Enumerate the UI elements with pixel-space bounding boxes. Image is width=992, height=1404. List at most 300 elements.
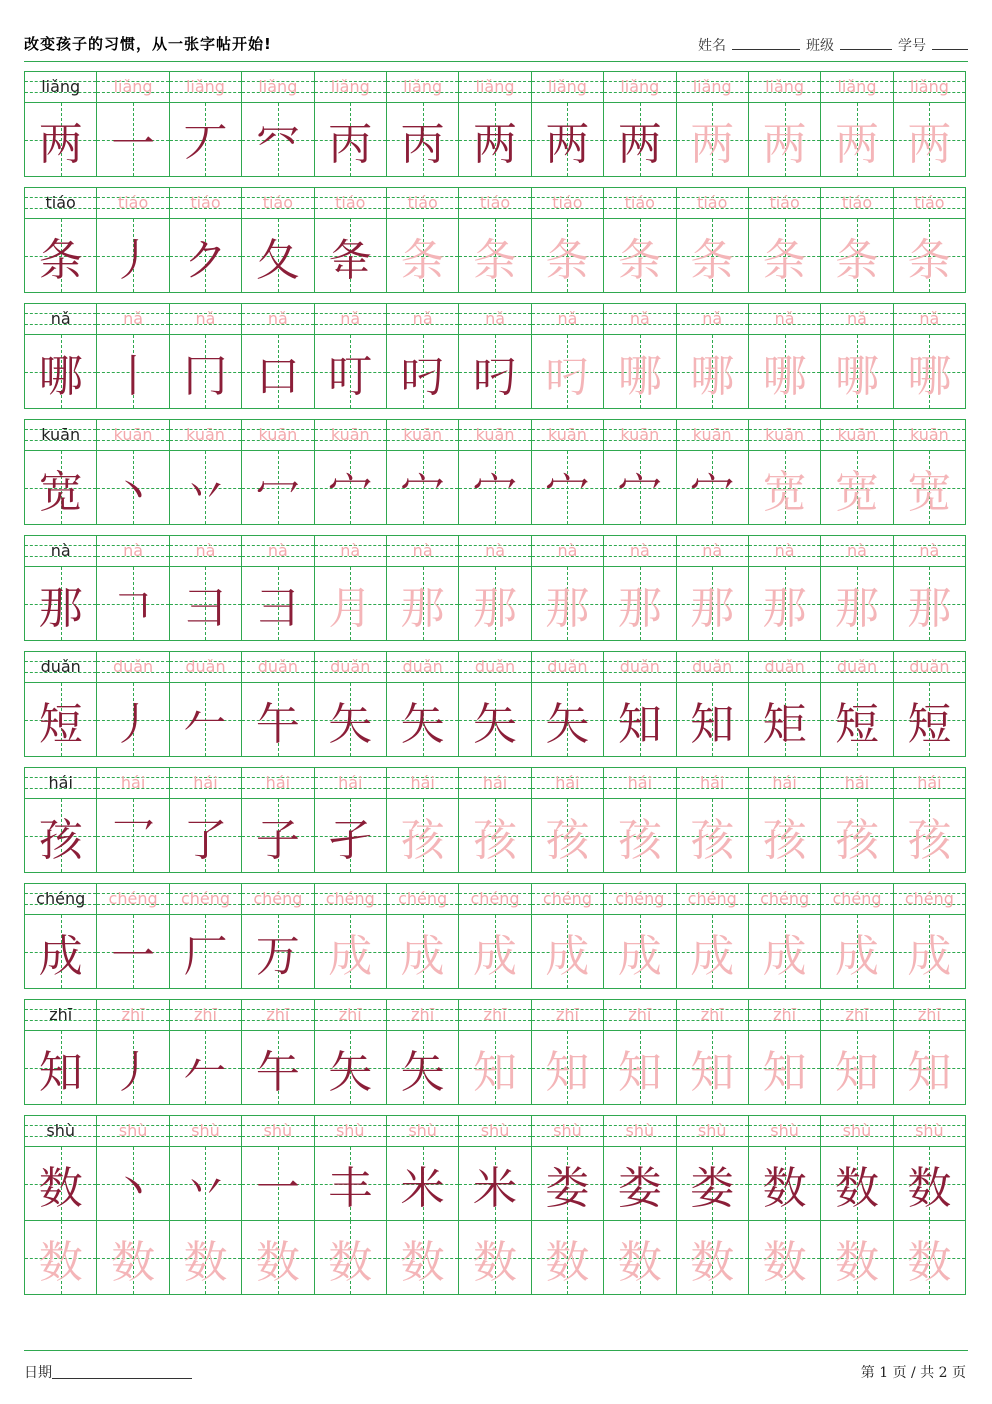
pinyin-trace: chéng (748, 884, 820, 914)
pinyin-trace: nà (169, 536, 241, 566)
pinyin-trace: zhī (531, 1000, 603, 1030)
stroke-cell: 孩 (603, 799, 675, 872)
pinyin-label: tiáo (25, 188, 96, 218)
pinyin-trace: nǎ (748, 304, 820, 334)
trace-cell: 数 (676, 1221, 748, 1294)
pinyin-trace: zhī (96, 1000, 168, 1030)
pinyin-trace: nà (458, 536, 530, 566)
pinyin-trace: chéng (169, 884, 241, 914)
class-field[interactable] (840, 35, 892, 50)
pinyin-label: chéng (25, 884, 96, 914)
pinyin-trace: kuān (241, 420, 313, 450)
model-character: 条 (25, 219, 96, 292)
pinyin-trace: kuān (458, 420, 530, 450)
stroke-cell: 成 (820, 915, 892, 988)
pinyin-trace: tiáo (386, 188, 458, 218)
trace-cell: 数 (25, 1221, 96, 1294)
character-row (25, 567, 965, 640)
pinyin-trace: kuān (169, 420, 241, 450)
pinyin-trace: shù (531, 1116, 603, 1146)
stroke-cell: 一 (96, 103, 168, 176)
stroke-cell: 丰 (314, 1147, 386, 1220)
stroke-cell: 丆 (169, 103, 241, 176)
character-block (24, 1115, 966, 1295)
pinyin-trace: kuān (386, 420, 458, 450)
stroke-cell: 成 (531, 915, 603, 988)
pinyin-trace: tiáo (893, 188, 965, 218)
character-block (24, 535, 966, 641)
pinyin-trace: liǎng (603, 72, 675, 102)
pinyin-trace: liǎng (458, 72, 530, 102)
pinyin-trace: chéng (458, 884, 530, 914)
stroke-cell: 条 (603, 219, 675, 292)
pinyin-label: hái (25, 768, 96, 798)
stroke-cell: 成 (748, 915, 820, 988)
stroke-cell: 短 (820, 683, 892, 756)
name-label: 姓名 (698, 38, 726, 54)
pinyin-trace: zhī (820, 1000, 892, 1030)
stroke-cell: 知 (531, 1031, 603, 1104)
pinyin-trace: tiáo (458, 188, 530, 218)
stroke-cell: 数 (748, 1147, 820, 1220)
pinyin-trace: nà (676, 536, 748, 566)
stroke-cell: 那 (531, 567, 603, 640)
stroke-cell: 那 (603, 567, 675, 640)
stroke-cell: 娄 (676, 1147, 748, 1220)
pinyin-row (25, 1116, 965, 1147)
pinyin-trace: tiáo (820, 188, 892, 218)
pinyin-trace: liǎng (820, 72, 892, 102)
stroke-cell: 孩 (893, 799, 965, 872)
pinyin-label: shù (25, 1116, 96, 1146)
pinyin-label: duǎn (25, 652, 96, 682)
stroke-cell: 条 (748, 219, 820, 292)
pinyin-label: zhī (25, 1000, 96, 1030)
stroke-cell: 孑 (314, 799, 386, 872)
stroke-cell: 两 (820, 103, 892, 176)
stroke-cell: 知 (603, 1031, 675, 1104)
name-field[interactable] (732, 35, 800, 50)
pinyin-trace: shù (96, 1116, 168, 1146)
stroke-cell: 午 (241, 683, 313, 756)
stroke-cell: 矩 (748, 683, 820, 756)
pinyin-trace: kuān (531, 420, 603, 450)
trace-cell: 数 (820, 1221, 892, 1294)
stroke-cell: 短 (893, 683, 965, 756)
pinyin-trace: liǎng (893, 72, 965, 102)
stroke-cell: 孩 (458, 799, 530, 872)
pinyin-row (25, 768, 965, 799)
character-row (25, 799, 965, 872)
header-rule (24, 61, 968, 62)
stroke-cell: 哪 (676, 335, 748, 408)
pinyin-trace: tiáo (241, 188, 313, 218)
pinyin-trace: duǎn (314, 652, 386, 682)
stroke-cell: 丶 (96, 1147, 168, 1220)
pinyin-trace: nà (893, 536, 965, 566)
stroke-cell: 孩 (386, 799, 458, 872)
pinyin-trace: shù (241, 1116, 313, 1146)
character-row (25, 915, 965, 988)
stroke-cell: 哪 (893, 335, 965, 408)
pinyin-trace: nǎ (96, 304, 168, 334)
stroke-cell: 丿 (96, 683, 168, 756)
pinyin-trace: nǎ (458, 304, 530, 334)
pinyin-label: kuān (25, 420, 96, 450)
pinyin-trace: duǎn (96, 652, 168, 682)
pinyin-trace: hái (531, 768, 603, 798)
pinyin-trace: duǎn (241, 652, 313, 682)
character-row (25, 451, 965, 524)
pinyin-trace: nà (96, 536, 168, 566)
stroke-cell: 子 (241, 799, 313, 872)
stroke-cell: 那 (748, 567, 820, 640)
stroke-cell: 一 (96, 915, 168, 988)
stroke-cell: 矢 (314, 683, 386, 756)
footer-rule (24, 1350, 968, 1351)
stroke-cell: 㓁 (241, 103, 313, 176)
pinyin-trace: chéng (820, 884, 892, 914)
stroke-cell: 矢 (386, 1031, 458, 1104)
stroke-cell: 条 (531, 219, 603, 292)
pinyin-trace: nà (603, 536, 675, 566)
stroke-cell: 条 (458, 219, 530, 292)
pinyin-trace: kuān (314, 420, 386, 450)
pinyin-trace: shù (169, 1116, 241, 1146)
pinyin-trace: tiáo (676, 188, 748, 218)
stroke-cell: 知 (676, 1031, 748, 1104)
pinyin-trace: liǎng (96, 72, 168, 102)
pinyin-trace: duǎn (676, 652, 748, 682)
pinyin-trace: liǎng (241, 72, 313, 102)
stroke-cell: 宀 (603, 451, 675, 524)
stroke-cell: 两 (748, 103, 820, 176)
date-label: 日期 (24, 1365, 52, 1381)
stroke-cell: 宀 (458, 451, 530, 524)
model-character: 两 (25, 103, 96, 176)
pinyin-trace: duǎn (458, 652, 530, 682)
stroke-cell: 知 (820, 1031, 892, 1104)
pinyin-trace: hái (386, 768, 458, 798)
pinyin-trace: shù (314, 1116, 386, 1146)
trace-cell: 数 (241, 1221, 313, 1294)
pinyin-trace: hái (96, 768, 168, 798)
stroke-cell: 矢 (458, 683, 530, 756)
stroke-cell: 丙 (386, 103, 458, 176)
pinyin-trace: liǎng (169, 72, 241, 102)
stroke-cell: 知 (458, 1031, 530, 1104)
stroke-cell: 哪 (748, 335, 820, 408)
pinyin-trace: zhī (314, 1000, 386, 1030)
pinyin-trace: nà (748, 536, 820, 566)
pinyin-trace: nǎ (531, 304, 603, 334)
pinyin-trace: tiáo (603, 188, 675, 218)
pinyin-trace: hái (748, 768, 820, 798)
stroke-cell: 宽 (893, 451, 965, 524)
model-character: 数 (25, 1147, 96, 1220)
stroke-cell: 哪 (603, 335, 675, 408)
pinyin-trace: zhī (241, 1000, 313, 1030)
pinyin-trace: shù (386, 1116, 458, 1146)
pinyin-trace: duǎn (748, 652, 820, 682)
stroke-cell: 条 (386, 219, 458, 292)
pinyin-trace: duǎn (603, 652, 675, 682)
stroke-cell: 米 (386, 1147, 458, 1220)
pinyin-trace: kuān (893, 420, 965, 450)
stroke-cell: 口 (241, 335, 313, 408)
model-character: 知 (25, 1031, 96, 1104)
stroke-cell: 𠃍 (96, 567, 168, 640)
trace-cell: 数 (893, 1221, 965, 1294)
pinyin-trace: zhī (458, 1000, 530, 1030)
model-character: 哪 (25, 335, 96, 408)
stroke-cell: 了 (169, 799, 241, 872)
stroke-cell: 夂 (241, 219, 313, 292)
pinyin-trace: kuān (748, 420, 820, 450)
header-slogan: 改变孩子的习惯，从一张字帖开始! (24, 35, 272, 53)
pinyin-trace: nǎ (893, 304, 965, 334)
pinyin-trace: shù (820, 1116, 892, 1146)
pinyin-trace: nǎ (386, 304, 458, 334)
pinyin-trace: nà (314, 536, 386, 566)
trace-cell: 数 (531, 1221, 603, 1294)
stroke-cell: 成 (603, 915, 675, 988)
pinyin-trace: chéng (386, 884, 458, 914)
character-block (24, 419, 966, 525)
character-row (25, 683, 965, 756)
stroke-cell: 矢 (386, 683, 458, 756)
pinyin-trace: nà (241, 536, 313, 566)
stroke-cell: 两 (531, 103, 603, 176)
page-indicator: 第 1 页 / 共 2 页 (860, 1365, 966, 1381)
character-row (25, 103, 965, 176)
stroke-cell: 两 (603, 103, 675, 176)
stroke-cell: 孩 (748, 799, 820, 872)
stroke-cell: 成 (893, 915, 965, 988)
pinyin-row (25, 1000, 965, 1031)
stroke-cell: 数 (893, 1147, 965, 1220)
pinyin-trace: hái (603, 768, 675, 798)
pinyin-trace: zhī (893, 1000, 965, 1030)
trace-cell: 数 (96, 1221, 168, 1294)
stroke-cell: 数 (820, 1147, 892, 1220)
stroke-cell: 宽 (820, 451, 892, 524)
stroke-cell: 月 (314, 567, 386, 640)
pinyin-trace: nǎ (676, 304, 748, 334)
stroke-cell: 夅 (314, 219, 386, 292)
stroke-cell: 矢 (314, 1031, 386, 1104)
pinyin-trace: zhī (386, 1000, 458, 1030)
pinyin-label: liǎng (25, 72, 96, 102)
pinyin-trace: hái (820, 768, 892, 798)
pinyin-trace: hái (676, 768, 748, 798)
character-row (25, 1031, 965, 1104)
pinyin-trace: duǎn (820, 652, 892, 682)
pinyin-trace: liǎng (386, 72, 458, 102)
pinyin-row (25, 72, 965, 103)
pinyin-trace: hái (169, 768, 241, 798)
pinyin-trace: shù (748, 1116, 820, 1146)
date-field[interactable] (24, 1362, 192, 1382)
stroke-cell: 娄 (531, 1147, 603, 1220)
stroke-cell: 冂 (169, 335, 241, 408)
pinyin-trace: tiáo (748, 188, 820, 218)
pinyin-trace: liǎng (314, 72, 386, 102)
stroke-cell: 𠂉 (169, 1031, 241, 1104)
pinyin-trace: chéng (603, 884, 675, 914)
stroke-cell: 两 (458, 103, 530, 176)
stroke-cell: 那 (458, 567, 530, 640)
pinyin-trace: liǎng (748, 72, 820, 102)
character-block (24, 303, 966, 409)
stroke-cell: 𠂉 (169, 683, 241, 756)
pinyin-trace: hái (458, 768, 530, 798)
stroke-cell: 娄 (603, 1147, 675, 1220)
stroke-cell: 宽 (748, 451, 820, 524)
model-character: 孩 (25, 799, 96, 872)
pinyin-trace: kuān (96, 420, 168, 450)
pinyin-trace: zhī (748, 1000, 820, 1030)
pinyin-trace: nà (531, 536, 603, 566)
stroke-cell: 彐 (169, 567, 241, 640)
model-character: 宽 (25, 451, 96, 524)
character-block (24, 71, 966, 177)
stroke-cell: 彐 (241, 567, 313, 640)
number-field[interactable] (932, 35, 968, 50)
character-row (25, 1147, 965, 1220)
trace-cell: 数 (314, 1221, 386, 1294)
pinyin-trace: nǎ (603, 304, 675, 334)
pinyin-trace: chéng (676, 884, 748, 914)
pinyin-trace: tiáo (169, 188, 241, 218)
pinyin-row (25, 652, 965, 683)
stroke-cell: 宀 (314, 451, 386, 524)
number-label: 学号 (898, 38, 926, 54)
pinyin-trace: nǎ (820, 304, 892, 334)
stroke-cell: 知 (603, 683, 675, 756)
trace-row (25, 1220, 965, 1294)
pinyin-label: nǎ (25, 304, 96, 334)
stroke-cell: 叼 (531, 335, 603, 408)
pinyin-trace: zhī (603, 1000, 675, 1030)
stroke-cell: 条 (893, 219, 965, 292)
pinyin-trace: kuān (603, 420, 675, 450)
pinyin-trace: hái (241, 768, 313, 798)
stroke-cell: 那 (676, 567, 748, 640)
stroke-cell: 厂 (169, 915, 241, 988)
stroke-cell: 成 (386, 915, 458, 988)
character-block (24, 651, 966, 757)
stroke-cell: 成 (676, 915, 748, 988)
pinyin-trace: nà (820, 536, 892, 566)
pinyin-row (25, 304, 965, 335)
stroke-cell: 丙 (314, 103, 386, 176)
stroke-cell: 叮 (314, 335, 386, 408)
stroke-cell: 一 (241, 1147, 313, 1220)
character-block (24, 187, 966, 293)
stroke-cell: ク (169, 219, 241, 292)
stroke-cell: 宀 (531, 451, 603, 524)
pinyin-row (25, 884, 965, 915)
pinyin-trace: shù (676, 1116, 748, 1146)
pinyin-trace: tiáo (314, 188, 386, 218)
stroke-cell: 知 (748, 1031, 820, 1104)
pinyin-row (25, 188, 965, 219)
stroke-cell: 宀 (676, 451, 748, 524)
trace-cell: 数 (458, 1221, 530, 1294)
stroke-cell: 叼 (458, 335, 530, 408)
pinyin-trace: shù (603, 1116, 675, 1146)
pinyin-trace: nà (386, 536, 458, 566)
stroke-cell: 条 (676, 219, 748, 292)
stroke-cell: 矢 (531, 683, 603, 756)
pinyin-trace: tiáo (96, 188, 168, 218)
pinyin-trace: liǎng (531, 72, 603, 102)
stroke-cell: 丿 (96, 1031, 168, 1104)
pinyin-trace: nǎ (169, 304, 241, 334)
stroke-cell: 孩 (676, 799, 748, 872)
stroke-cell: 丿 (96, 219, 168, 292)
pinyin-trace: chéng (531, 884, 603, 914)
pinyin-trace: kuān (820, 420, 892, 450)
stroke-cell: 那 (893, 567, 965, 640)
pinyin-row (25, 536, 965, 567)
stroke-cell: 那 (386, 567, 458, 640)
stroke-cell: 两 (893, 103, 965, 176)
stroke-cell: 午 (241, 1031, 313, 1104)
model-character: 成 (25, 915, 96, 988)
pinyin-label: nà (25, 536, 96, 566)
model-character: 那 (25, 567, 96, 640)
stroke-cell: 两 (676, 103, 748, 176)
pinyin-trace: kuān (676, 420, 748, 450)
pinyin-row (25, 420, 965, 451)
pinyin-trace: duǎn (386, 652, 458, 682)
pinyin-trace: duǎn (531, 652, 603, 682)
character-block (24, 883, 966, 989)
character-block (24, 999, 966, 1105)
stroke-cell: 乛 (96, 799, 168, 872)
stroke-cell: 丷 (169, 1147, 241, 1220)
character-block (24, 767, 966, 873)
stroke-cell: 丷 (169, 451, 241, 524)
character-row (25, 219, 965, 292)
pinyin-trace: zhī (169, 1000, 241, 1030)
trace-cell: 数 (603, 1221, 675, 1294)
stroke-cell: 那 (820, 567, 892, 640)
pinyin-trace: chéng (893, 884, 965, 914)
pinyin-trace: chéng (241, 884, 313, 914)
stroke-cell: 条 (820, 219, 892, 292)
stroke-cell: 知 (893, 1031, 965, 1104)
pinyin-trace: hái (314, 768, 386, 798)
stroke-cell: 米 (458, 1147, 530, 1220)
pinyin-trace: hái (893, 768, 965, 798)
pinyin-trace: chéng (96, 884, 168, 914)
stroke-cell: 叼 (386, 335, 458, 408)
trace-cell: 数 (169, 1221, 241, 1294)
pinyin-trace: tiáo (531, 188, 603, 218)
character-row (25, 335, 965, 408)
pinyin-trace: chéng (314, 884, 386, 914)
stroke-cell: 知 (676, 683, 748, 756)
pinyin-trace: shù (458, 1116, 530, 1146)
stroke-cell: 成 (458, 915, 530, 988)
stroke-cell: 丨 (96, 335, 168, 408)
stroke-cell: 哪 (820, 335, 892, 408)
class-label: 班级 (806, 38, 834, 54)
student-info-fields (698, 35, 968, 55)
